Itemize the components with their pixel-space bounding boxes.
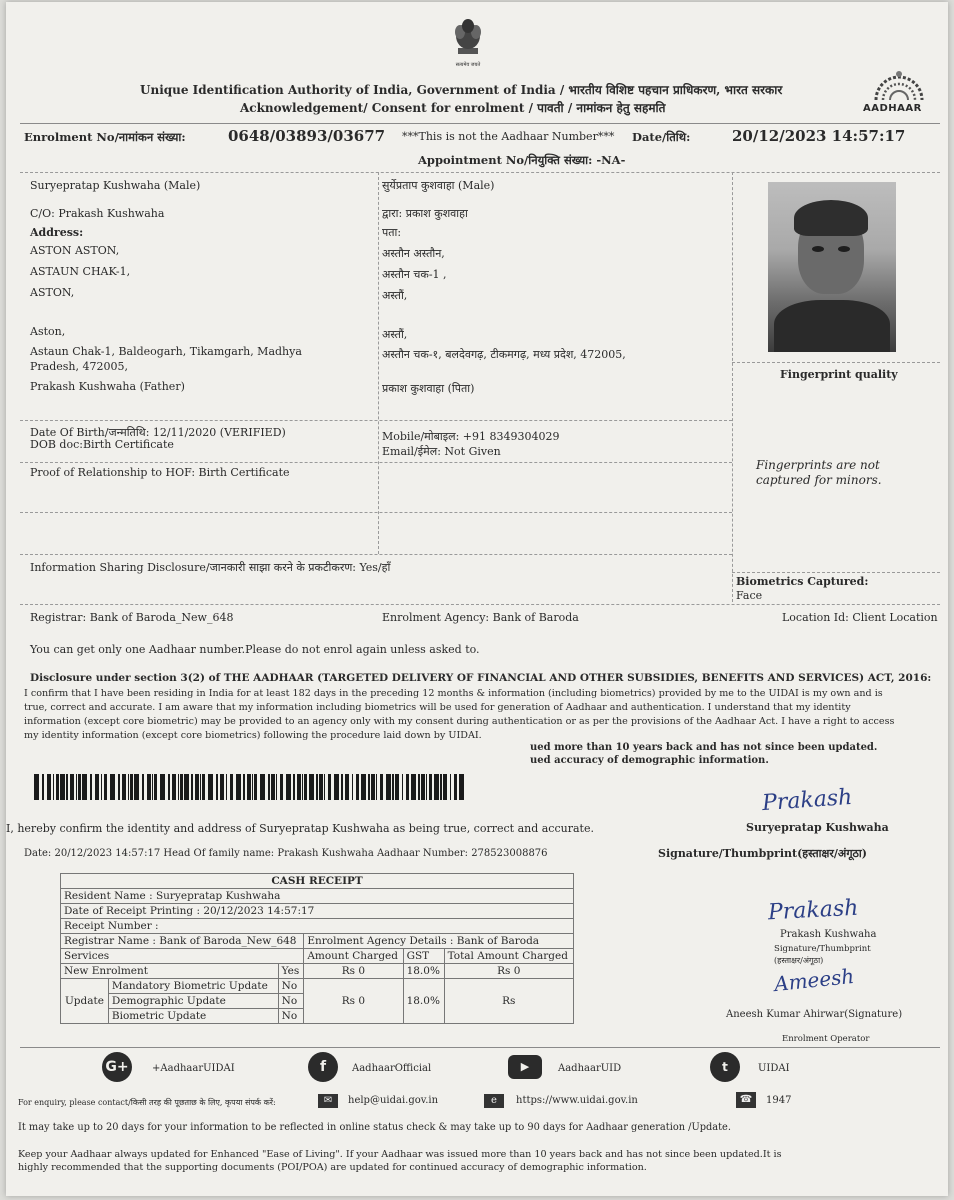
disclosure-heading: Disclosure under section 3(2) of THE AADHAAR (TARGETED DELIVERY OF FINANCIAL AND OTHER SUBSIDIES, BENEFITS AND SERVICES) ACT, 2016: <box>30 672 932 684</box>
page-title: Unique Identification Authority of India, Government of India / भारतीय विशिष्ट पहचान प्राधिकरण, भारत सरकार <box>140 83 783 97</box>
footer-line-1: It may take up to 20 days for your information to be reflected in online status check & may take up to 90 days for Aadhaar generation /Update. <box>18 1122 731 1133</box>
twitter-icon: t <box>710 1052 740 1082</box>
new-enrolment-total: Rs 0 <box>444 964 573 979</box>
new-enrolment-amount: Rs 0 <box>304 964 403 979</box>
new-enrolment-gst: 18.0% <box>403 964 444 979</box>
address-line-3-hi: अस्तौं, <box>382 289 408 302</box>
enrolment-agency: Enrolment Agency: Bank of Baroda <box>382 611 579 624</box>
mobile-number: Mobile/मोबाइल: +91 8349304029 <box>382 430 560 443</box>
registrar: Registrar: Bank of Baroda_New_648 <box>30 611 234 624</box>
social-twitter: UIDAI <box>758 1063 790 1074</box>
social-google-plus: +AadhaarUIDAI <box>152 1063 235 1074</box>
signature-label: Signature/Thumbprint(हस्ताक्षर/अंगूठा) <box>658 847 867 860</box>
youtube-icon: ▶ <box>508 1055 542 1079</box>
parent-signature: Prakash <box>767 895 859 926</box>
date-label: Date/तिथि: <box>632 130 691 144</box>
update-mandatory-biometric: Mandatory Biometric Update <box>108 979 278 994</box>
update-demographic-no: No <box>278 994 304 1009</box>
website: https://www.uidai.gov.in <box>516 1095 638 1106</box>
update-biometric: Biometric Update <box>108 1009 278 1024</box>
address-line-4-hi: अस्तौं, <box>382 328 408 341</box>
facebook-icon: f <box>308 1052 338 1082</box>
phone-icon: ☎ <box>736 1092 756 1108</box>
receipt-date: Date of Receipt Printing : 20/12/2023 14:57:17 <box>61 904 574 919</box>
enrolment-barcode <box>34 774 474 800</box>
address-line-1-en: ASTON ASTON, <box>30 244 120 257</box>
footer-line-3: highly recommended that the supporting documents (POI/POA) are updated for continued accuracy of demographic information. <box>18 1162 647 1173</box>
appointment-number: Appointment No/नियुक्ति संख्या: -NA- <box>418 153 626 167</box>
biometrics-captured-value: Face <box>736 589 763 602</box>
disclosure-line-1: I confirm that I have been residing in India for at least 182 days in the preceding 12 months & information (including biometrics) provided by me to the UIDAI is my own and is <box>24 688 883 699</box>
date-hof-aadhaar: Date: 20/12/2023 14:57:17 Head Of family name: Prakash Kushwaha Aadhaar Number: 278523008876 <box>24 848 548 859</box>
header-gst: GST <box>403 949 444 964</box>
footer-line-2: Keep your Aadhaar always updated for Enhanced "Ease of Living". If your Aadhaar was issued more than 10 years back and has not since been updated.It is <box>18 1149 782 1160</box>
help-email: help@uidai.gov.in <box>348 1095 439 1106</box>
information-sharing-disclosure: Information Sharing Disclosure/जानकारी साझा करने के प्रकटीकरण: Yes/हाँ <box>30 561 391 574</box>
confirmation-statement: I, hereby confirm the identity and address of Suryepratap Kushwaha as being true, correct and accurate. <box>6 822 594 835</box>
parent-name: Prakash Kushwaha <box>780 929 877 940</box>
aadhaar-logo-icon <box>868 68 930 102</box>
proof-of-relationship: Proof of Relationship to HOF: Birth Certificate <box>30 466 290 479</box>
web-icon: e <box>484 1094 504 1108</box>
receipt-registrar: Registrar Name : Bank of Baroda_New_648 <box>61 934 304 949</box>
enquiry-label: For enquiry, please contact/किसी तरह की पूछताछ के लिए, कृपया संपर्क करें: <box>18 1098 276 1107</box>
social-youtube: AadhaarUID <box>558 1063 622 1074</box>
update-amount: Rs 0 <box>304 979 403 1024</box>
resident-signature: Prakash <box>761 784 854 817</box>
location-id: Location Id: Client Location <box>782 611 938 624</box>
email: Email/ईमेल: Not Given <box>382 445 501 458</box>
national-emblem-icon <box>448 12 488 64</box>
resident-name-en: Suryepratap Kushwaha (Male) <box>30 179 201 192</box>
page-subtitle: Acknowledgement/ Consent for enrolment / पावती / नामांकन हेतु सहमति <box>240 101 666 115</box>
header-services: Services <box>61 949 304 964</box>
update-mandatory-no: No <box>278 979 304 994</box>
header-total: Total Amount Charged <box>444 949 573 964</box>
resident-photo <box>768 182 896 352</box>
relation-en: Prakash Kushwaha (Father) <box>30 380 185 393</box>
email-icon: ✉ <box>318 1094 338 1108</box>
address-line-4-en: Aston, <box>30 325 66 338</box>
update-demographic: Demographic Update <box>108 994 278 1009</box>
disclosure-line-5: ued more than 10 years back and has not since been updated. <box>530 742 878 753</box>
address-label-hi: पता: <box>382 226 402 239</box>
cash-receipt-table <box>60 873 574 1024</box>
address-label-en: Address: <box>30 226 84 239</box>
emblem-caption: सत्यमेव जयते <box>455 62 481 68</box>
operator-label: Enrolment Operator <box>782 1034 870 1044</box>
new-enrolment: New Enrolment <box>61 964 279 979</box>
address-line-5-hi: अस्तौन चक-१, बलदेवगढ़, टीकमगढ़, मध्य प्रदेश, 472005, <box>382 348 626 361</box>
address-line-1-hi: अस्तौन अस्तौन, <box>382 247 445 260</box>
parent-sign-label-2: (हस्ताक्षर/अंगूठा) <box>774 956 824 965</box>
receipt-number: Receipt Number : <box>61 919 574 934</box>
receipt-agency: Enrolment Agency Details : Bank of Baroda <box>304 934 574 949</box>
dob-document: DOB doc:Birth Certificate <box>30 438 174 451</box>
fingerprint-not-captured-2: captured for minors. <box>756 473 882 487</box>
update-gst: 18.0% <box>403 979 444 1024</box>
biometrics-captured-label: Biometrics Captured: <box>736 575 869 588</box>
disclosure-line-3: information (except core biometric) may be provided to an agency only with my consent during authentication or as per the provisions of the Aadhaar Act. I have a right to access <box>24 716 895 727</box>
not-aadhaar-notice: ***This is not the Aadhaar Number*** <box>402 130 615 143</box>
address-line-3-en: ASTON, <box>30 286 75 299</box>
enrolment-number: 0648/03893/03677 <box>228 127 386 145</box>
parent-sign-label-1: Signature/Thumbprint <box>774 944 871 954</box>
resident-sign-name: Suryepratap Kushwaha <box>746 821 889 834</box>
update-total: Rs <box>444 979 573 1024</box>
operator-name: Aneesh Kumar Ahirwar(Signature) <box>726 1009 903 1020</box>
social-facebook: AadhaarOfficial <box>352 1063 432 1074</box>
google-plus-icon: G+ <box>102 1052 132 1082</box>
new-enrolment-yes: Yes <box>278 964 304 979</box>
address-line-2-hi: अस्तौन चक-1 , <box>382 268 447 281</box>
operator-signature: Ameesh <box>772 963 856 997</box>
single-aadhaar-notice: You can get only one Aadhaar number.Please do not enrol again unless asked to. <box>30 643 480 656</box>
header-amount: Amount Charged <box>304 949 403 964</box>
care-of-hi: द्वारा: प्रकाश कुशवाहा <box>382 207 468 220</box>
receipt-title: CASH RECEIPT <box>61 874 574 889</box>
receipt-resident: Resident Name : Suryepratap Kushwaha <box>61 889 574 904</box>
resident-name-hi: सुर्येप्रताप कुशवाहा (Male) <box>382 179 495 192</box>
address-line-5-en: Astaun Chak-1, Baldeogarh, Tikamgarh, Madhya <box>30 345 302 358</box>
date-of-birth: Date Of Birth/जन्मतिथि: 12/11/2020 (VERIFIED) <box>30 426 286 439</box>
enrolment-date: 20/12/2023 14:57:17 <box>732 127 906 145</box>
care-of-en: C/O: Prakash Kushwaha <box>30 207 165 220</box>
enrolment-number-label: Enrolment No/नामांकन संख्या: <box>24 130 186 144</box>
helpline-number: 1947 <box>766 1095 792 1106</box>
relation-hi: प्रकाश कुशवाहा (पिता) <box>382 382 475 395</box>
fingerprint-not-captured-1: Fingerprints are not <box>756 458 880 472</box>
disclosure-line-6: ued accuracy of demographic information. <box>530 755 769 766</box>
aadhaar-logo-text: AADHAAR <box>863 103 922 114</box>
update-biometric-no: No <box>278 1009 304 1024</box>
disclosure-line-2: true, correct and accurate. I am aware that my information including biometrics will be used for generation of Aadhaar and authentication. I understand that my identity <box>24 702 851 713</box>
fingerprint-quality-label: Fingerprint quality <box>780 368 898 381</box>
disclosure-line-4: my identity information (except core biometrics) following the procedure laid down by UIDAI. <box>24 730 482 741</box>
address-line-6-en: Pradesh, 472005, <box>30 360 128 373</box>
acknowledgement-document <box>6 2 948 1196</box>
address-line-2-en: ASTAUN CHAK-1, <box>30 265 131 278</box>
update-label: Update <box>61 979 109 1024</box>
